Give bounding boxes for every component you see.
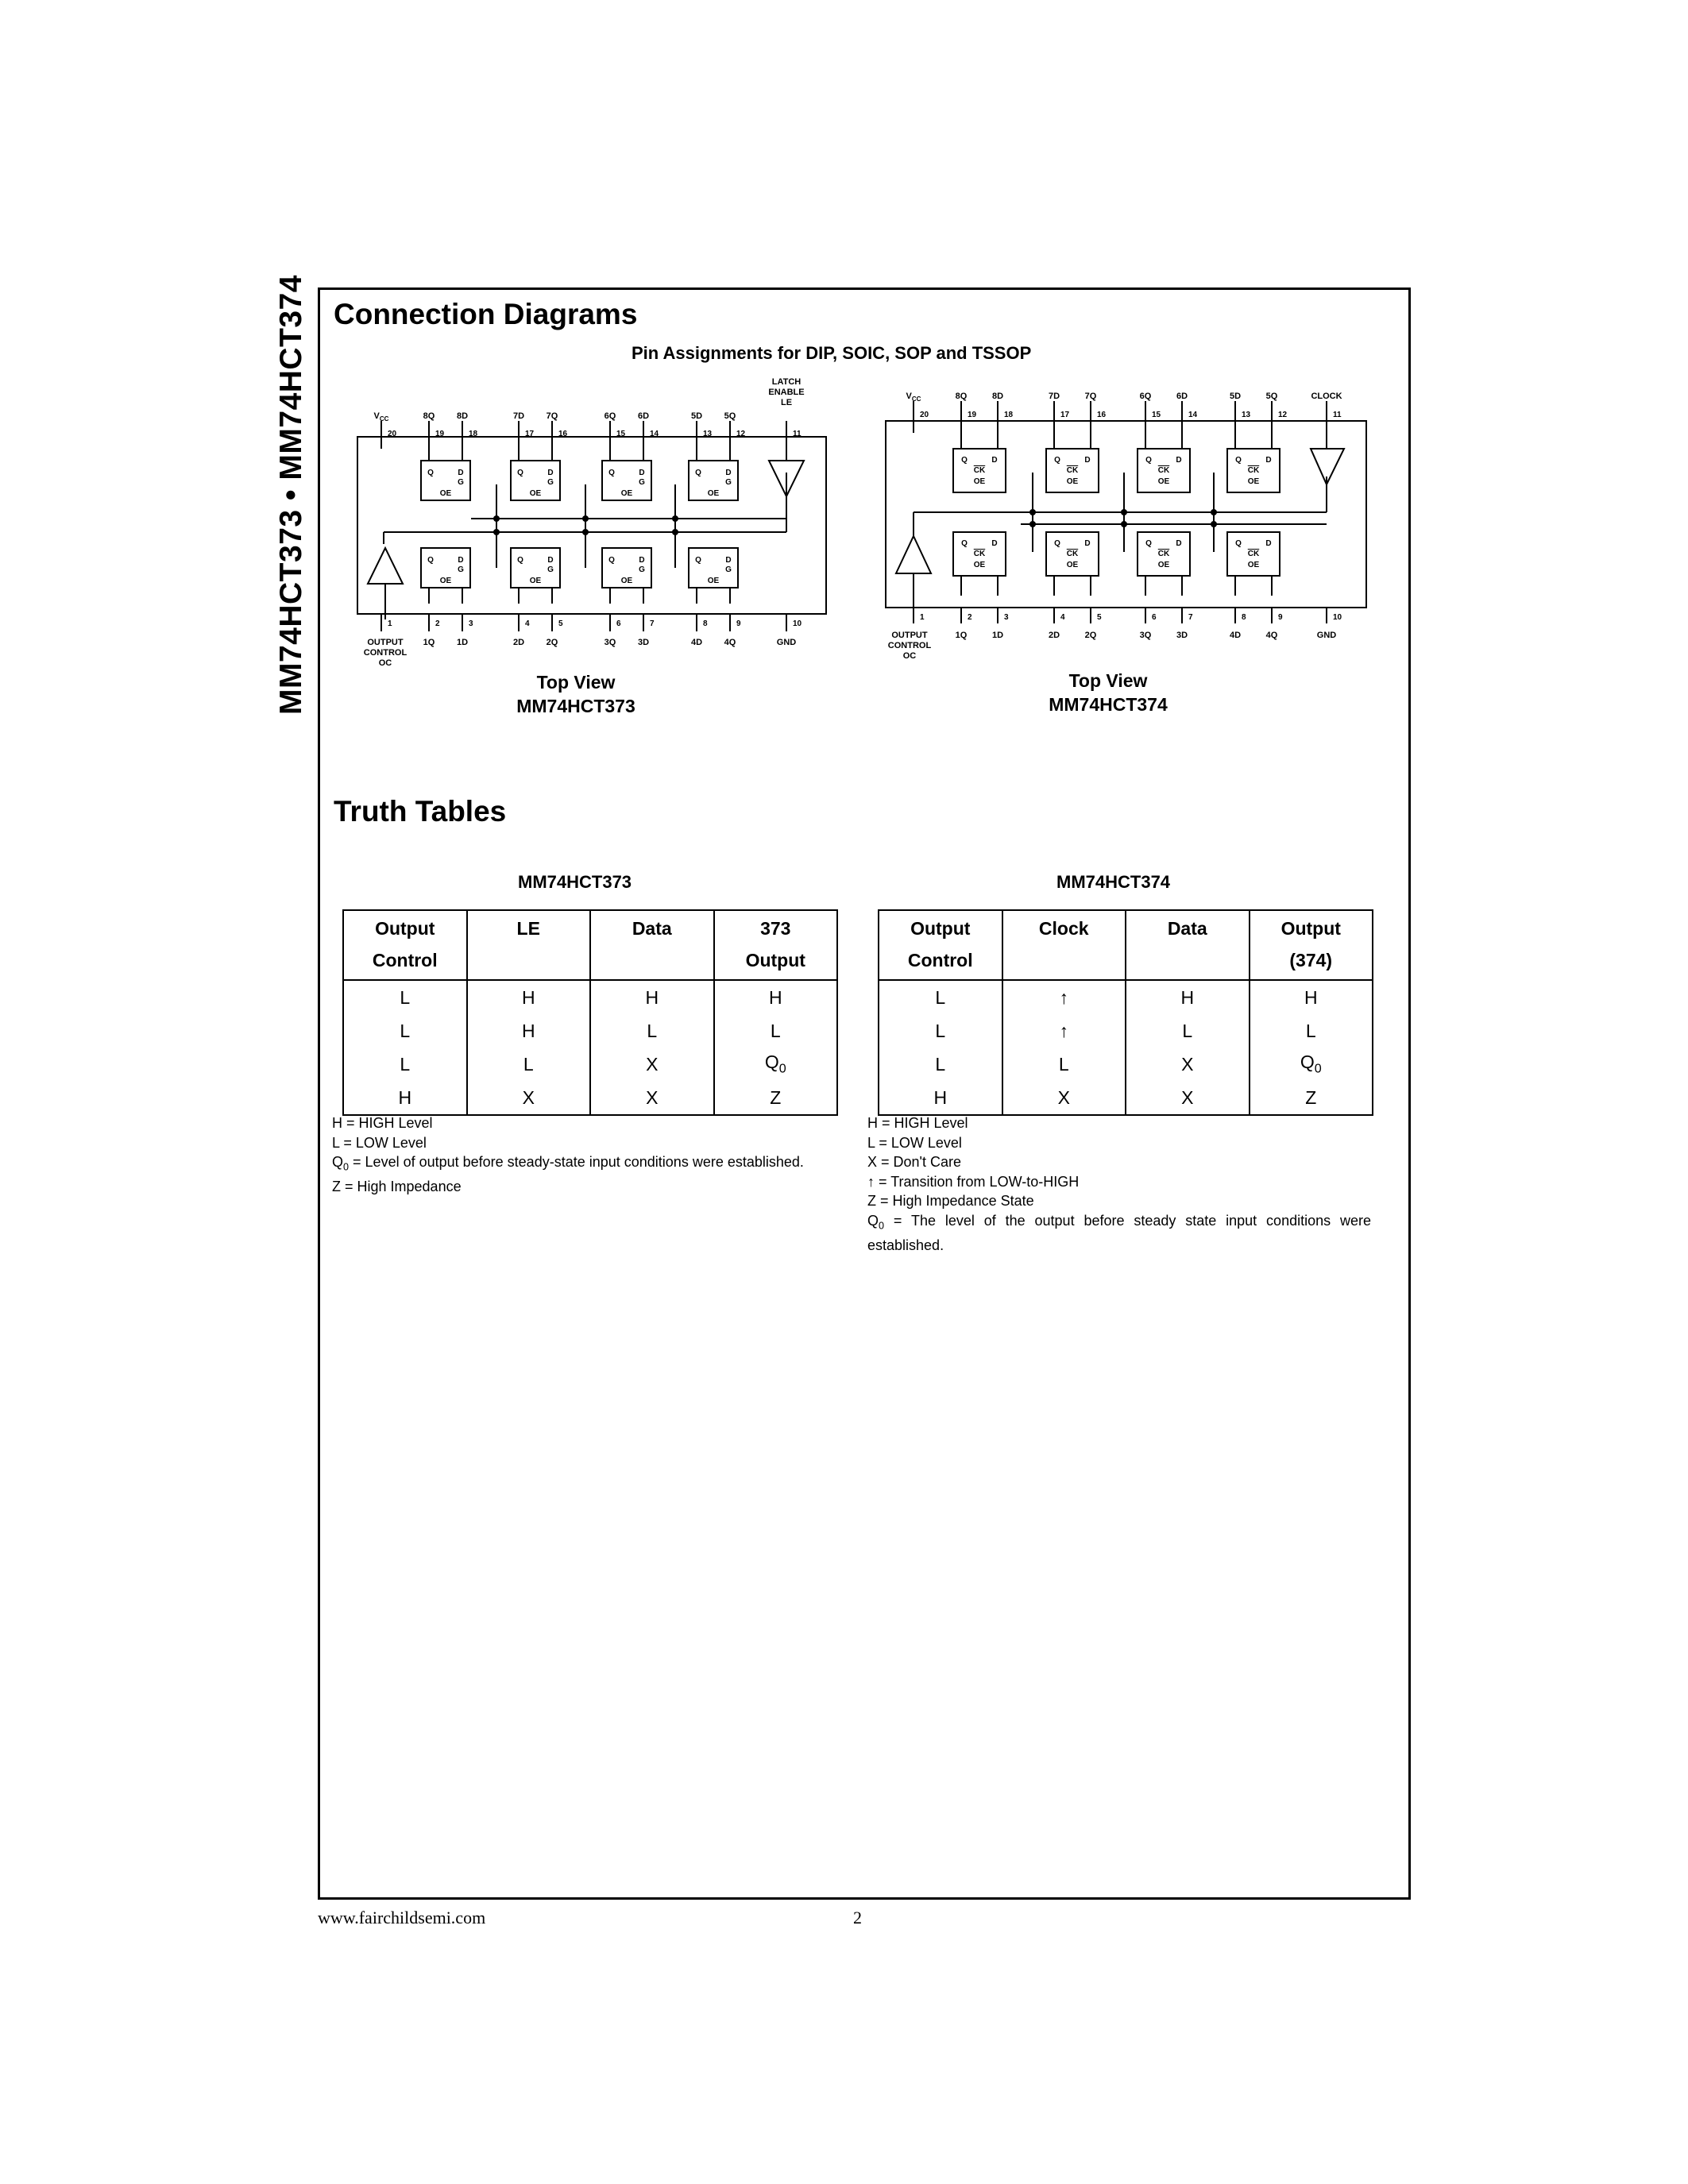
diagram-label: 3D [637,638,650,647]
connection-diagrams-heading: Connection Diagrams [334,298,638,330]
diagram-label: 11 [1333,411,1342,419]
notes-373 [332,1113,804,1197]
diagram-label: D [991,539,998,548]
diagram-label: 3D [1176,631,1188,640]
table-cell: $Q_0$ [714,1048,838,1081]
diagram-label: CK [1157,550,1170,558]
diagram-label: 7Q [1084,392,1097,401]
diagram-label: D [725,469,732,477]
diagram-label: 2 [435,619,440,628]
table-374-caption: MM74HCT374 [1056,872,1171,892]
diagram-label: 13 [703,430,713,438]
diagram-label: D [1265,456,1272,465]
diagram-label: OE [620,489,633,498]
diagram-label: OE [529,577,542,585]
diagram-label: 17 [1060,411,1070,419]
diagram-label: 17 [525,430,535,438]
diagram-label: OUTPUT [891,631,928,640]
diagram-label: Q [695,556,701,565]
diagram-label: 3Q [1139,631,1152,640]
table-cell: Z [714,1081,838,1115]
diagram-label: D [547,469,554,477]
note-q0: $Q_0$ = The level of the output before steady state input conditions were established. [867,1212,1371,1253]
table-cell: H [467,980,591,1014]
diagram-label: GND [1316,631,1337,640]
diagram-label: 7Q [546,411,558,421]
truth-tables-heading: Truth Tables [334,795,507,828]
table-row [343,1014,837,1048]
diagram-label: D [1176,539,1182,548]
diagram-label: D [639,469,645,477]
table-cell: L [879,1014,1002,1048]
diagram-label: 1 [920,613,925,622]
vertical-part-title: MM74HCT373 • MM74HCT374 [274,275,308,715]
part-label: MM74HCT374 [1049,694,1168,715]
diagram-label: 9 [736,619,741,628]
note-h: H = HIGH Level [332,1115,433,1131]
column-header: Clock [1002,910,1126,980]
table-row [343,1048,837,1081]
diagram-label: D [991,456,998,465]
diagram-label: G [458,565,464,574]
diagram-label: OE [1157,561,1170,569]
diagram-label: 13 [1242,411,1251,419]
diagram-label: 6Q [1139,392,1152,401]
diagram-label: CK [1157,466,1170,475]
pin-assignments-subtitle: Pin Assignments for DIP, SOIC, SOP and TSSOP [632,343,1032,363]
diagram-label: 6D [637,411,650,421]
column-header: 373 Output [714,910,838,980]
diagram-label: OE [1066,561,1079,569]
diagram-label: 6 [616,619,621,628]
diagram-label: Q [1054,456,1060,465]
diagram-label: Q [961,456,968,465]
diagram-label: CK [1247,466,1260,475]
diagram-label: 4Q [1265,631,1278,640]
diagram-label: Q [1145,456,1152,465]
diagram-label: 8Q [423,411,435,421]
diagram-label: D [458,556,464,565]
table-cell: X [1126,1048,1250,1081]
diagram-label: CK [1066,466,1079,475]
diagram-label: 20 [920,411,929,419]
diagram-label: CK [1066,550,1079,558]
diagram-label: OE [1247,477,1260,486]
note-x: X = Don't Care [867,1154,961,1170]
truth-table-374 [878,909,1373,1116]
note-l: L = LOW Level [332,1134,427,1151]
diagram-label: $V_{CC}$ [906,392,921,403]
notes-374 [867,1113,1371,1255]
diagram-label: 2D [1048,631,1060,640]
diagram-label: 14 [1188,411,1198,419]
diagram-label: 4 [1060,613,1065,622]
diagram-label: Q [427,556,434,565]
diagram-label: 5 [558,619,563,628]
table-cell: L [1250,1014,1373,1048]
table-cell: L [467,1048,591,1081]
diagram-label: OE [1157,477,1170,486]
diagram-label: CK [973,550,986,558]
diagram-label: OC [378,658,392,668]
table-row [343,980,837,1014]
diagram-label: CONTROL [363,648,408,658]
table-cell: H [343,1081,467,1115]
mm74hct373-connection-diagram [338,373,846,675]
diagram-label: Q [608,556,615,565]
diagram-label: 19 [435,430,445,438]
diagram-label: 10 [793,619,802,628]
diagram-label: OE [1066,477,1079,486]
diagram-label: 5Q [724,411,736,421]
note-z: Z = High Impedance [332,1179,462,1195]
diagram-label: CONTROL [887,641,932,650]
diagram-label: 5D [690,411,703,421]
footer-page-number: 2 [853,1908,862,1927]
table-cell: X [590,1081,714,1115]
diagram-label: 5 [1097,613,1102,622]
diagram-label: 9 [1278,613,1283,622]
diagram-label: D [1084,539,1091,548]
diagram-label: 8 [703,619,708,628]
diagram-label: 1Q [423,638,435,647]
column-header: Output (374) [1250,910,1373,980]
table-cell: L [1126,1014,1250,1048]
diagram-label: D [1176,456,1182,465]
diagram-label: 19 [968,411,977,419]
diagram-label: G [639,565,645,574]
diagram-label: Q [608,469,615,477]
diagram-label: LATCH [771,377,802,387]
diagram-label: Q [961,539,968,548]
diagram-label: 14 [650,430,659,438]
oc-buffer-triangle [368,548,403,584]
diagram-label: 7D [1048,392,1060,401]
table-cell: L [343,980,467,1014]
diagram-label: D [1084,456,1091,465]
diagram-label: 3 [1004,613,1009,622]
diagram-label: Q [517,469,523,477]
table-row [343,1081,837,1115]
note-h: H = HIGH Level [867,1115,968,1131]
column-header: LE [467,910,591,980]
diagram-label: 20 [388,430,397,438]
table-cell: L [343,1048,467,1081]
diagram-label: OE [973,561,986,569]
diagram-label: OE [529,489,542,498]
table-cell: L [1002,1048,1126,1081]
table-cell: ↑ [1002,980,1126,1014]
diagram-label: 12 [1278,411,1288,419]
diagram-label: 10 [1333,613,1342,622]
diagram-label: LE [780,398,793,407]
diagram-label: 15 [616,430,626,438]
diagram-label: 7 [1188,613,1193,622]
table-row [879,1081,1373,1115]
table-cell: H [590,980,714,1014]
note-z: Z = High Impedance State [867,1193,1034,1209]
diagram-label: 1D [456,638,469,647]
diagram-label: 7 [650,619,655,628]
diagram-label: 1Q [955,631,968,640]
diagram-label: ENABLE [768,388,805,397]
diagram-label: 2 [968,613,972,622]
diagram-label: 12 [736,430,746,438]
diagram-label: G [458,478,464,487]
table-row [879,1048,1373,1081]
oc-buffer-triangle [896,536,931,573]
table-373-caption: MM74HCT373 [518,872,632,892]
diagram-label: 18 [469,430,478,438]
table-cell: X [467,1081,591,1115]
diagram-label: GND [776,638,797,647]
diagram-label: 6D [1176,392,1188,401]
diagram-label: G [725,478,732,487]
table-cell: L [343,1014,467,1048]
table-row [879,980,1373,1014]
diagram-label: 16 [1097,411,1107,419]
diagram-label: 7D [512,411,525,421]
column-header: Output Control [343,910,467,980]
diagram-label: OE [439,577,452,585]
diagram-label: D [547,556,554,565]
diagram-label: 8 [1242,613,1246,622]
truth-table-373 [342,909,838,1116]
diagram-label: 4Q [724,638,736,647]
top-view-label: Top View [536,672,616,693]
diagram-label: 11 [793,430,802,438]
table-row [879,1014,1373,1048]
table-cell: H [714,980,838,1014]
diagram-label: OE [620,577,633,585]
diagram-label: G [547,565,554,574]
diagram-label: 16 [558,430,568,438]
diagram-label: G [639,478,645,487]
diagram-label: $V_{CC}$ [373,411,389,423]
table-cell: L [879,980,1002,1014]
diagram-label: 5Q [1265,392,1278,401]
note-q0: $Q_0$ = Level of output before steady-state input conditions were established. [332,1154,804,1173]
diagram-label: 4D [1229,631,1242,640]
diagram-label: D [639,556,645,565]
part-label: MM74HCT373 [516,696,635,716]
diagram-label: 15 [1152,411,1161,419]
diagram-label: OE [973,477,986,486]
table-cell: H [879,1081,1002,1115]
diagram-label: Q [1235,456,1242,465]
diagram-label: Q [1235,539,1242,548]
diagram-label: Q [1145,539,1152,548]
diagram-label: 2D [512,638,525,647]
top-view-374-caption [1041,669,1176,716]
table-cell: Z [1250,1081,1373,1115]
diagram-label: 18 [1004,411,1014,419]
diagram-label: Q [427,469,434,477]
diagram-label: OE [707,577,720,585]
table-cell: L [879,1048,1002,1081]
diagram-label: Q [517,556,523,565]
diagram-label: G [547,478,554,487]
diagram-label: 5D [1229,392,1242,401]
diagram-label: D [1265,539,1272,548]
diagram-label: 8Q [955,392,968,401]
table-cell: X [1126,1081,1250,1115]
table-cell: $Q_0$ [1250,1048,1373,1081]
note-l: L = LOW Level [867,1134,962,1151]
diagram-label: 6 [1152,613,1157,622]
table-cell: H [1250,980,1373,1014]
diagram-label: CK [973,466,986,475]
diagram-label: 4D [690,638,703,647]
diagram-label: OE [707,489,720,498]
diagram-label: 6Q [604,411,616,421]
column-header: Data [590,910,714,980]
top-view-373-caption [508,670,643,718]
table-cell: H [1126,980,1250,1014]
table-cell: L [590,1014,714,1048]
diagram-label: CK [1247,550,1260,558]
table-cell: L [714,1014,838,1048]
diagram-label: CLOCK [1311,392,1342,401]
diagram-label: 4 [525,619,530,628]
table-cell: X [1002,1081,1126,1115]
diagram-label: G [725,565,732,574]
diagram-label: 1 [388,619,392,628]
diagram-label: Q [695,469,701,477]
mm74hct374-connection-diagram [874,373,1398,675]
diagram-label: OC [902,651,917,661]
column-header: Data [1126,910,1250,980]
diagram-label: 8D [456,411,469,421]
column-header: Output Control [879,910,1002,980]
table-cell: ↑ [1002,1014,1126,1048]
diagram-label: 3Q [604,638,616,647]
diagram-label: D [458,469,464,477]
diagram-label: 8D [991,392,1004,401]
diagram-label: 2Q [1084,631,1097,640]
diagram-label: D [725,556,732,565]
note-arrow: ↑ = Transition from LOW-to-HIGH [867,1173,1080,1190]
top-view-label: Top View [1068,670,1148,691]
diagram-label: Q [1054,539,1060,548]
diagram-label: OE [439,489,452,498]
diagram-label: OUTPUT [367,638,404,647]
table-cell: X [590,1048,714,1081]
table-cell: H [467,1014,591,1048]
footer-url: www.fairchildsemi.com [318,1908,486,1927]
diagram-label: 2Q [546,638,558,647]
diagram-label: 3 [469,619,473,628]
diagram-label: OE [1247,561,1260,569]
diagram-label: 1D [991,631,1004,640]
